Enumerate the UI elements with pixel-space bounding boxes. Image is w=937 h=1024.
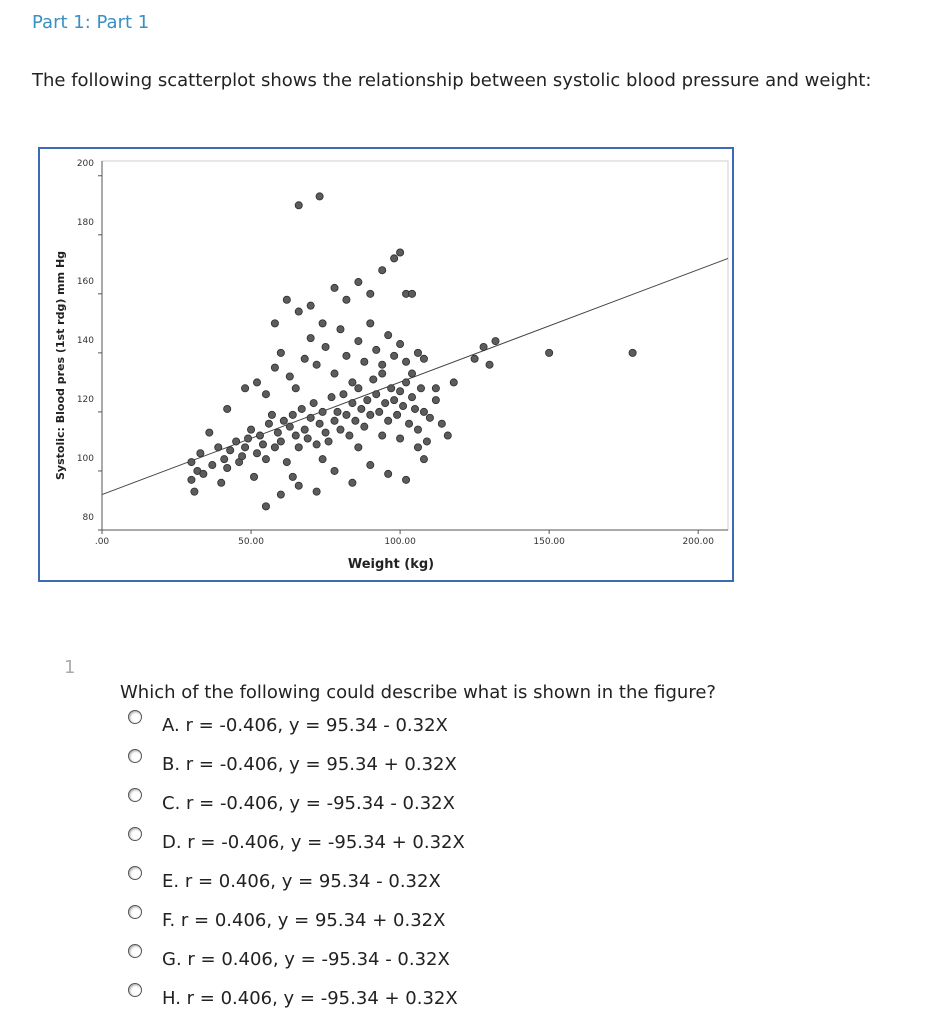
data-point xyxy=(209,461,216,468)
data-point xyxy=(292,385,299,392)
data-point xyxy=(373,391,380,398)
data-point xyxy=(432,397,439,404)
option-c[interactable] xyxy=(128,785,465,824)
option-label: C. r = -0.406, y = -95.34 - 0.32X xyxy=(162,793,455,814)
data-point xyxy=(343,352,350,359)
data-point xyxy=(420,456,427,463)
data-point xyxy=(367,411,374,418)
data-point xyxy=(355,385,362,392)
data-point xyxy=(408,394,415,401)
data-point xyxy=(352,417,359,424)
x-axis-label: Weight (kg) xyxy=(347,557,435,572)
data-point xyxy=(241,385,248,392)
option-label: G. r = 0.406, y = -95.34 - 0.32X xyxy=(162,949,450,970)
data-point xyxy=(355,444,362,451)
radio-icon[interactable] xyxy=(128,944,142,958)
data-point xyxy=(379,361,386,368)
y-tick-label: 180 xyxy=(76,217,94,228)
data-point xyxy=(280,417,287,424)
data-point xyxy=(271,320,278,327)
data-point xyxy=(399,402,406,409)
answer-options xyxy=(128,707,465,1019)
data-point xyxy=(367,320,374,327)
data-point xyxy=(215,444,222,451)
data-point xyxy=(629,349,636,356)
radio-icon[interactable] xyxy=(128,905,142,919)
data-point xyxy=(316,420,323,427)
data-point xyxy=(402,358,409,365)
data-point xyxy=(492,337,499,344)
data-point xyxy=(259,441,266,448)
data-point xyxy=(188,459,195,466)
data-point xyxy=(313,361,320,368)
data-point xyxy=(244,435,251,442)
data-point xyxy=(304,435,311,442)
data-point xyxy=(373,346,380,353)
data-point xyxy=(191,488,198,495)
data-point xyxy=(391,352,398,359)
option-b[interactable] xyxy=(128,746,465,785)
option-h[interactable] xyxy=(128,980,465,1019)
data-point xyxy=(349,479,356,486)
data-point xyxy=(408,290,415,297)
data-point xyxy=(391,397,398,404)
data-point xyxy=(313,488,320,495)
data-point xyxy=(402,476,409,483)
option-g[interactable] xyxy=(128,941,465,980)
radio-icon[interactable] xyxy=(128,827,142,841)
y-tick-label: 140 xyxy=(76,335,94,346)
data-point xyxy=(343,296,350,303)
option-a[interactable] xyxy=(128,707,465,746)
data-point xyxy=(265,420,272,427)
data-point xyxy=(292,432,299,439)
data-point xyxy=(402,379,409,386)
radio-icon[interactable] xyxy=(128,983,142,997)
data-point xyxy=(310,399,317,406)
data-point xyxy=(313,441,320,448)
data-point xyxy=(322,429,329,436)
data-point xyxy=(224,405,231,412)
x-tick-label: .00 xyxy=(94,537,110,547)
data-point xyxy=(471,355,478,362)
data-point xyxy=(394,411,401,418)
data-point xyxy=(364,397,371,404)
data-point xyxy=(388,385,395,392)
option-label: F. r = 0.406, y = 95.34 + 0.32X xyxy=(162,910,446,931)
question-text: Which of the following could describe what is shown in the figure? xyxy=(120,682,716,703)
data-point xyxy=(337,426,344,433)
question-number: 1 xyxy=(64,657,76,678)
x-tick-label: 150.00 xyxy=(533,537,565,547)
data-point xyxy=(331,284,338,291)
question-intro-text: The following scatterplot shows the relationship between systolic blood pressure and weight: xyxy=(32,70,872,91)
data-point xyxy=(337,326,344,333)
data-point xyxy=(331,370,338,377)
data-point xyxy=(218,479,225,486)
data-point xyxy=(408,370,415,377)
data-point xyxy=(349,399,356,406)
data-point xyxy=(444,432,451,439)
data-point xyxy=(289,411,296,418)
data-point xyxy=(307,335,314,342)
data-point xyxy=(486,361,493,368)
option-label: H. r = 0.406, y = -95.34 + 0.32X xyxy=(162,988,458,1009)
option-label: B. r = -0.406, y = 95.34 + 0.32X xyxy=(162,754,457,775)
data-point xyxy=(426,414,433,421)
data-point xyxy=(370,376,377,383)
data-point xyxy=(286,373,293,380)
data-point xyxy=(340,391,347,398)
data-point xyxy=(420,355,427,362)
data-point xyxy=(277,491,284,498)
data-point xyxy=(432,385,439,392)
data-point xyxy=(361,358,368,365)
data-point xyxy=(417,385,424,392)
data-point xyxy=(262,456,269,463)
data-point xyxy=(274,429,281,436)
radio-icon[interactable] xyxy=(128,788,142,802)
data-point xyxy=(396,249,403,256)
data-point xyxy=(382,399,389,406)
data-point xyxy=(295,202,302,209)
part-title: Part 1: Part 1 xyxy=(32,12,150,33)
data-point xyxy=(396,340,403,347)
y-tick-label: 200 xyxy=(76,158,94,169)
data-point xyxy=(396,435,403,442)
y-tick-label: 160 xyxy=(76,276,94,287)
data-point xyxy=(414,426,421,433)
data-point xyxy=(438,420,445,427)
data-point xyxy=(247,426,254,433)
data-point xyxy=(343,411,350,418)
y-axis-label: Systolic: Blood pres (1st rdg) mm Hg xyxy=(54,250,67,481)
data-point xyxy=(414,444,421,451)
data-point xyxy=(331,467,338,474)
data-point xyxy=(385,470,392,477)
data-point xyxy=(334,408,341,415)
data-point xyxy=(450,379,457,386)
data-point xyxy=(298,405,305,412)
data-point xyxy=(224,464,231,471)
data-point xyxy=(379,370,386,377)
scatterplot-svg xyxy=(40,149,732,580)
option-label: A. r = -0.406, y = 95.34 - 0.32X xyxy=(162,715,448,736)
data-point xyxy=(480,343,487,350)
data-point xyxy=(295,308,302,315)
data-point xyxy=(271,364,278,371)
data-point xyxy=(346,432,353,439)
data-point xyxy=(277,349,284,356)
option-e[interactable] xyxy=(128,863,465,902)
data-point xyxy=(349,379,356,386)
data-point xyxy=(358,405,365,412)
data-point xyxy=(301,355,308,362)
data-point xyxy=(301,426,308,433)
option-d[interactable] xyxy=(128,824,465,863)
data-point xyxy=(286,423,293,430)
data-point xyxy=(328,394,335,401)
data-point xyxy=(319,320,326,327)
radio-icon[interactable] xyxy=(128,749,142,763)
data-point xyxy=(253,379,260,386)
data-point xyxy=(379,432,386,439)
data-point xyxy=(271,444,278,451)
data-point xyxy=(268,411,275,418)
data-point xyxy=(250,473,257,480)
data-point xyxy=(283,459,290,466)
data-point xyxy=(200,470,207,477)
data-point xyxy=(355,278,362,285)
scatterplot-figure xyxy=(38,147,734,582)
data-point xyxy=(385,332,392,339)
data-point xyxy=(277,438,284,445)
data-point xyxy=(322,343,329,350)
y-tick-label: 80 xyxy=(82,513,94,523)
data-point xyxy=(325,438,332,445)
data-point xyxy=(188,476,195,483)
option-label: D. r = -0.406, y = -95.34 + 0.32X xyxy=(162,832,465,853)
data-point xyxy=(423,438,430,445)
data-point xyxy=(221,456,228,463)
data-point xyxy=(307,302,314,309)
data-point xyxy=(295,482,302,489)
data-point xyxy=(206,429,213,436)
data-point xyxy=(396,388,403,395)
y-tick-label: 120 xyxy=(76,394,94,405)
data-point xyxy=(227,447,234,454)
data-point xyxy=(385,417,392,424)
data-point xyxy=(376,408,383,415)
data-point xyxy=(319,408,326,415)
radio-icon[interactable] xyxy=(128,866,142,880)
data-point xyxy=(197,450,204,457)
data-point xyxy=(233,438,240,445)
data-point xyxy=(546,349,553,356)
x-tick-label: 100.00 xyxy=(384,537,416,547)
data-point xyxy=(283,296,290,303)
data-point xyxy=(316,193,323,200)
data-point xyxy=(405,420,412,427)
data-point xyxy=(239,453,246,460)
option-f[interactable] xyxy=(128,902,465,941)
x-tick-label: 200.00 xyxy=(682,537,714,547)
data-point xyxy=(289,473,296,480)
data-point xyxy=(262,391,269,398)
option-label: E. r = 0.406, y = 95.34 - 0.32X xyxy=(162,871,441,892)
data-point xyxy=(379,267,386,274)
data-point xyxy=(262,503,269,510)
data-point xyxy=(367,461,374,468)
data-point xyxy=(253,450,260,457)
data-point xyxy=(331,417,338,424)
y-tick-label: 100 xyxy=(76,453,94,464)
data-point xyxy=(411,405,418,412)
x-tick-label: 50.00 xyxy=(238,537,264,547)
data-point xyxy=(256,432,263,439)
data-point xyxy=(414,349,421,356)
data-point xyxy=(319,456,326,463)
data-point xyxy=(241,444,248,451)
data-point xyxy=(391,255,398,262)
data-point xyxy=(420,408,427,415)
radio-icon[interactable] xyxy=(128,710,142,724)
data-point xyxy=(295,444,302,451)
data-point xyxy=(307,414,314,421)
data-point xyxy=(361,423,368,430)
data-point xyxy=(355,337,362,344)
data-point xyxy=(367,290,374,297)
